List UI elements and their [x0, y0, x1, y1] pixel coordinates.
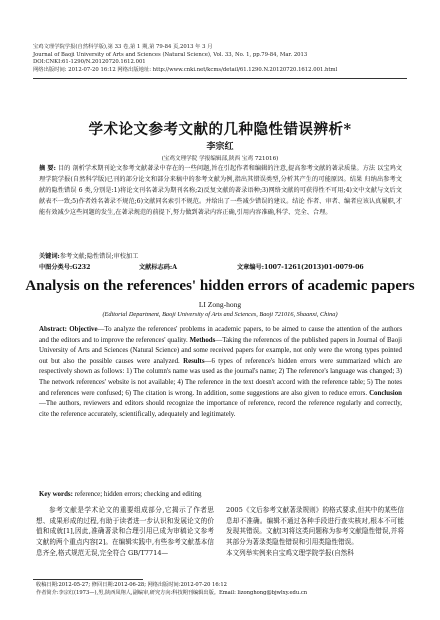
paper-title-en: Analysis on the references' hidden errors of academic papers: [25, 278, 415, 294]
objective-text: —To analyze the references' problems in academic papers, to be aimed to cause the attention of the authors and the editors and to improve the references' quality.: [39, 326, 402, 344]
header-doi: DOI:CNKI:61-1290/N.20120720.1612.001: [33, 59, 146, 66]
methods-text: —Taking the references of the published papers in Journal of Baoji University of Arts and Sciences (Natural Science) and some received papers for example, not only were the wrong types pointed out but also the possible causes were analyzed.: [39, 336, 402, 365]
results-text: —6 types of reference's hidden errors were summarized which are respectively shown as follows: 1) The column's name was used as the journal's name; 2) The reference's language was changed; 3) The network references' website is not available; 4) The reference in the text doesn't accord with the reference table; 5) The notes and references were confused; 6) The citation is wrong. In addition, some suggestions are also given to reduce errors.: [39, 357, 402, 397]
abstract-cn-text: 目的 剖析学术期刊论文参考文献著录中存在的一些问题,旨在引起作者和编辑的注意,提高参考文献的著录质量。方法 以宝鸡文理学院学报(自然科学版)已刊的部分论文和部分来稿中的参考文献为例,指出其错误类型,分析其产生的可能原因。结果 归纳出参考文献的隐性错误 6 类,分别是:1)将论文刊名著录为期刊名称;2)反复文献的著录语种;3)网络文献的可获得性不可用;4)文中文献与文后文献表不一致;5)作者姓名著录不规范;6)文献同名索引不规范。并给出了一些减少错误的建议。结论 作者、审者、编者应该认真履职,才能有效减少这些问题的发生,在著录规范的前提下,努力做到著录内容正确,引用内容准确,科学、完全、合理。: [39, 165, 402, 216]
abstract-en-label: Abstract:: [39, 326, 67, 333]
keywords-cn: [39, 251, 138, 260]
clc-number: 中图分类号:G232: [39, 264, 91, 271]
conclusion-label: Conclusion: [369, 389, 402, 397]
body-column-right: 2005《文后参考文献著录规则》的格式要求,但其中的某些信息却不准确。编辑不通过各种手段进行查实核对,根本不可能发现其错误。文献[3]将这类问题称为参考文献隐性错误,并将其部分为著录类隐性错误和引用类隐性错误。 本文列举实例来自宝鸡文理学院学报(自然科: [226, 506, 404, 557]
header-citation-en: Journal of Baoji University of Arts and Sciences (Natural Science), Vol. 33, No. 1, pp.79-84, Mar. 2013: [33, 51, 308, 58]
footnote-received: 收稿日期:2012-05-27; 修回日期:2012-06-28; 网络出版时间:2012-07-20 16:12: [36, 582, 227, 588]
keywords-cn-label: 关键词:: [39, 253, 60, 260]
header-online-info: 网络出版时间: 2012-07-20 16:12 网络出版地址: http://www.cnki.net/kcms/detail/61.1290.N.20120720.1612.001.html: [33, 66, 338, 73]
keywords-en-text: reference; hidden errors; checking and editing: [74, 491, 202, 498]
objective-label: Objective: [69, 326, 98, 333]
keywords-en: [39, 491, 402, 498]
header-citation-cn: 宝鸡文理学院学报(自然科学版),第 33 卷,第 1 期,第 79-84 页,2013 年 3 月: [33, 44, 213, 50]
article-number: 文章编号:1007-1261(2013)01-0079-06: [237, 264, 364, 271]
paper-title-cn: 学术论文参考文献的几种隐性错误辨析*: [88, 121, 352, 138]
body-column-left: 参考文献是学术论文的重要组成部分,它揭示了作者思想、成果形成的过程,有助于读者进一步认识和发展论文的价值和成就[1],因此,准确著录和合理引用已成为审稿论文参考文献的两个重点内容[2]。在编辑实践中,有些参考文献基本信息齐全,格式规范无误,完全符合 GB/T7714—: [36, 506, 214, 557]
author-en: LI Zong-hong: [198, 300, 242, 309]
document-code: 文献标志码:A: [139, 264, 178, 271]
author-cn: 李宗红: [206, 142, 234, 152]
keywords-en-label: Key words:: [39, 491, 73, 498]
abstract-cn: [39, 164, 402, 219]
methods-label: Methods: [189, 336, 216, 344]
conclusion-text: —The authors, reviewers and editors should recognize the importance of reference, record the reference regularly and correctly, cite the reference accurately, scientifically, adequately and legitimately.: [39, 400, 402, 418]
abstract-cn-label: 摘 要:: [39, 165, 56, 172]
header-rule: [33, 78, 407, 79]
affiliation-cn: (宝鸡文理学院 学报编辑部,陕西 宝鸡 721016): [161, 156, 279, 162]
affiliation-en: (Editorial Department, Baoji University of Arts and Sciences, Baoji 721016, Shaanxi, China): [102, 311, 338, 318]
abstract-en: [39, 325, 402, 420]
journal-header: [33, 44, 407, 74]
keywords-cn-text: 参考文献;隐性错误;审校加工: [59, 253, 139, 260]
footnote-rule: [33, 579, 143, 580]
footnote-author: 作者简介:李宗红(1973—),男,陕西凤翔人,副编审,研究方向:科技期刊编辑出版。Email: lizonghong@bjwlxy.edu.cn: [36, 590, 308, 596]
results-label: Results: [183, 357, 205, 365]
